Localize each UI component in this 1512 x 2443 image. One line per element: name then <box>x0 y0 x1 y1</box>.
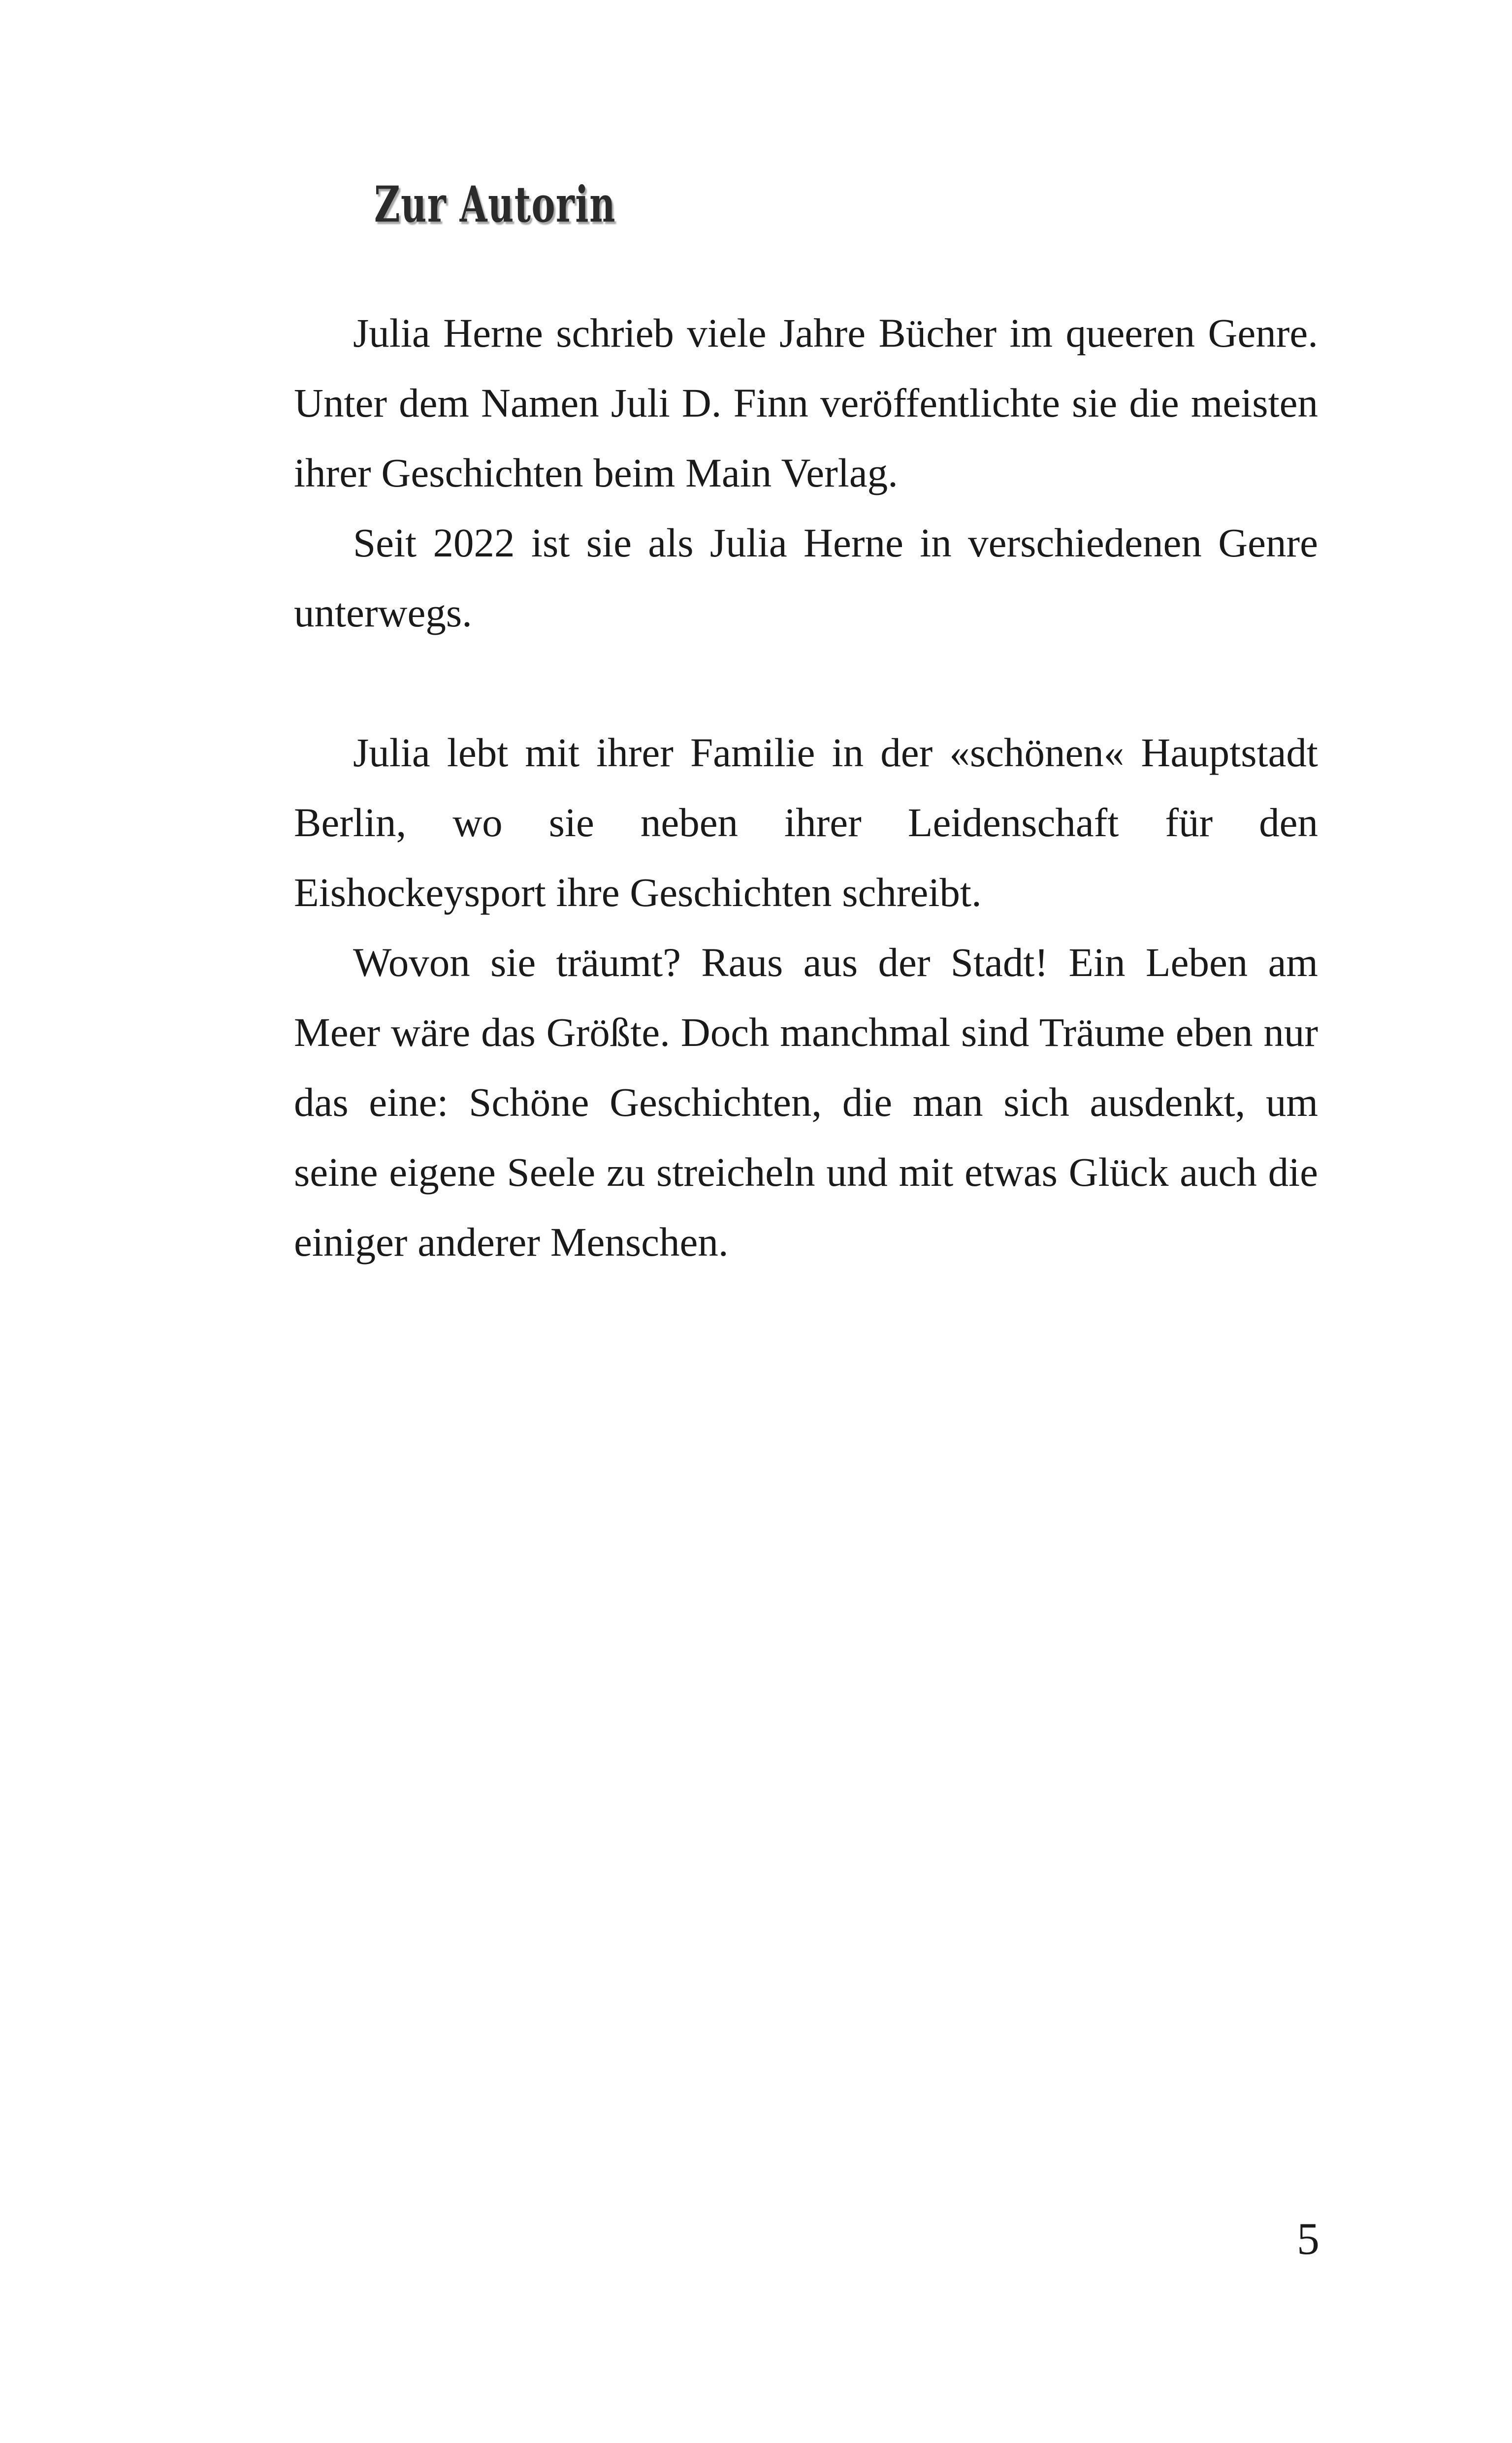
paragraph: Wovon sie träumt? Raus aus der Stadt! Ein Leben am Meer wäre das Größte. Doch manchmal sind Träume eben nur das eine: Schöne Geschichten, die man sich ausdenkt, um seine eigene Seele zu streicheln und mit etwas Glück auch die einiger anderer Menschen. <box>294 940 1318 1265</box>
paragraph: Julia lebt mit ihrer Familie in der «schönen« Hauptstadt Berlin, wo sie neben ihrer Leidenschaft für den Eishockeysport ihre Geschichten schreibt. <box>294 730 1318 915</box>
page-number: 5 <box>1297 2214 1319 2264</box>
chapter-heading: Zur Autorin <box>374 175 616 233</box>
author-bio-text <box>294 298 1318 1277</box>
paragraph: Julia Herne schrieb viele Jahre Bücher im queeren Genre. Unter dem Namen Juli D. Finn veröffentlichte sie die meisten ihrer Geschichten beim Main Verlag. <box>294 310 1318 495</box>
paragraph: Seit 2022 ist sie als Julia Herne in verschiedenen Genre unterwegs. <box>294 520 1318 635</box>
